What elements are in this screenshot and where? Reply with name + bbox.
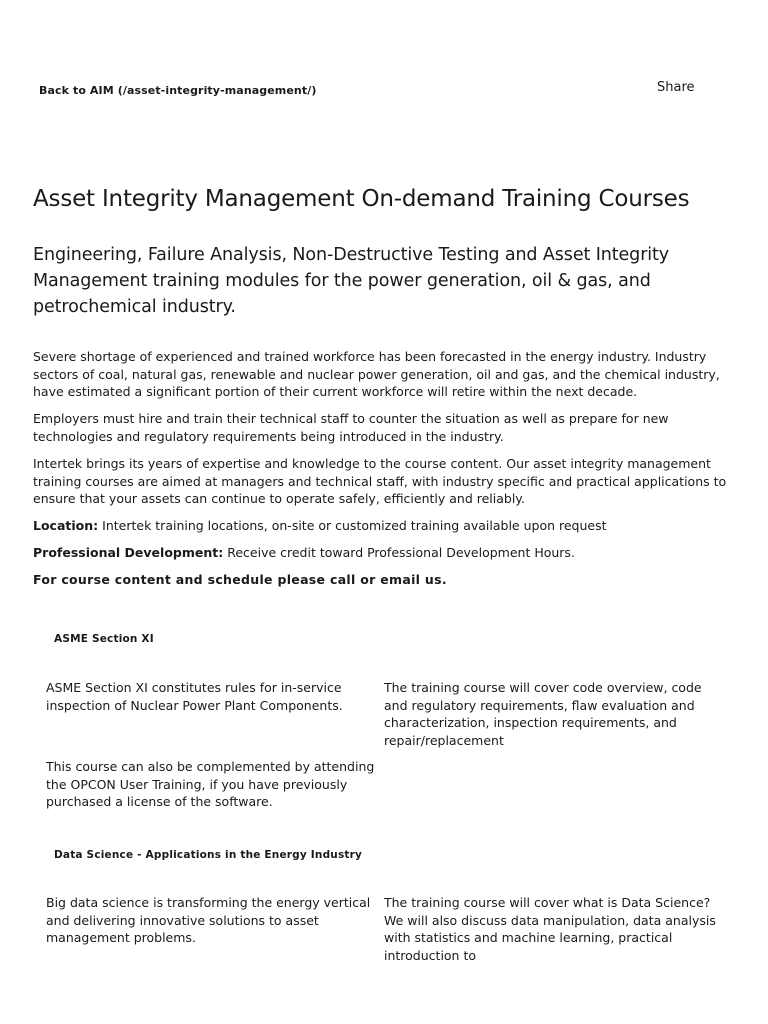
course-extra-note: This course can also be complemented by attending the OPCON User Training, if you have previously purchased a license of the software. [46, 759, 375, 810]
course-heading-data-science: Data Science - Applications in the Energy Industry [54, 849, 363, 861]
intro-paragraph: Employers must hire and train their technical staff to counter the situation as well as prepare for new technologies and regulatory requirements being introduced in the industry. [33, 411, 669, 444]
back-to-aim-link[interactable]: Back to AIM (/asset-integrity-management/) [39, 84, 317, 97]
course-heading-asme: ASME Section XI [54, 633, 154, 645]
page-title: Asset Integrity Management On-demand Training Courses [33, 186, 690, 212]
intro-paragraph: Severe shortage of experienced and trained workforce has been forecasted in the energy industry. Industry sectors of coal, natural gas, renewable and nuclear power generation, oil and gas, and the chemical industry, have estimated a significant portion of their current workforce will retire within the next decade. [33, 349, 720, 400]
location-value: Intertek training locations, on-site or customized training available upon request [102, 518, 607, 534]
course-description-left: Big data science is transforming the energy vertical and delivering innovative solutions to asset management problems. [46, 895, 371, 946]
intro-section [33, 348, 738, 599]
intro-paragraph: Intertek brings its years of expertise and knowledge to the course content. Our asset integrity management training courses are aimed at managers and technical staff, with industry specific and practical applications to ensure that your assets can continue to operate safely, efficiently and reliably. [33, 455, 727, 507]
professional-development-line [33, 544, 738, 562]
course-description-right: The training course will cover code overview, code and regulatory requirements, flaw evaluation and characterization, inspection requirements, and repair/replacement [384, 680, 702, 748]
location-line [33, 517, 738, 535]
course-description-left: ASME Section XI constitutes rules for in-service inspection of Nuclear Power Plant Components. [46, 680, 343, 713]
professional-development-label: Professional Development: [33, 545, 224, 561]
contact-cta: For course content and schedule please call or email us. [33, 572, 447, 588]
course-description-right: The training course will cover what is Data Science? We will also discuss data manipulation, data analysis with statistics and machine learning, practical introduction to [384, 895, 716, 963]
professional-development-value: Receive credit toward Professional Development Hours. [227, 545, 575, 561]
share-button[interactable]: Share [657, 80, 695, 95]
page-subtitle: Engineering, Failure Analysis, Non-Destructive Testing and Asset Integrity Management training modules for the power generation, oil & gas, and petrochemical industry. [33, 245, 670, 317]
location-label: Location: [33, 518, 99, 534]
